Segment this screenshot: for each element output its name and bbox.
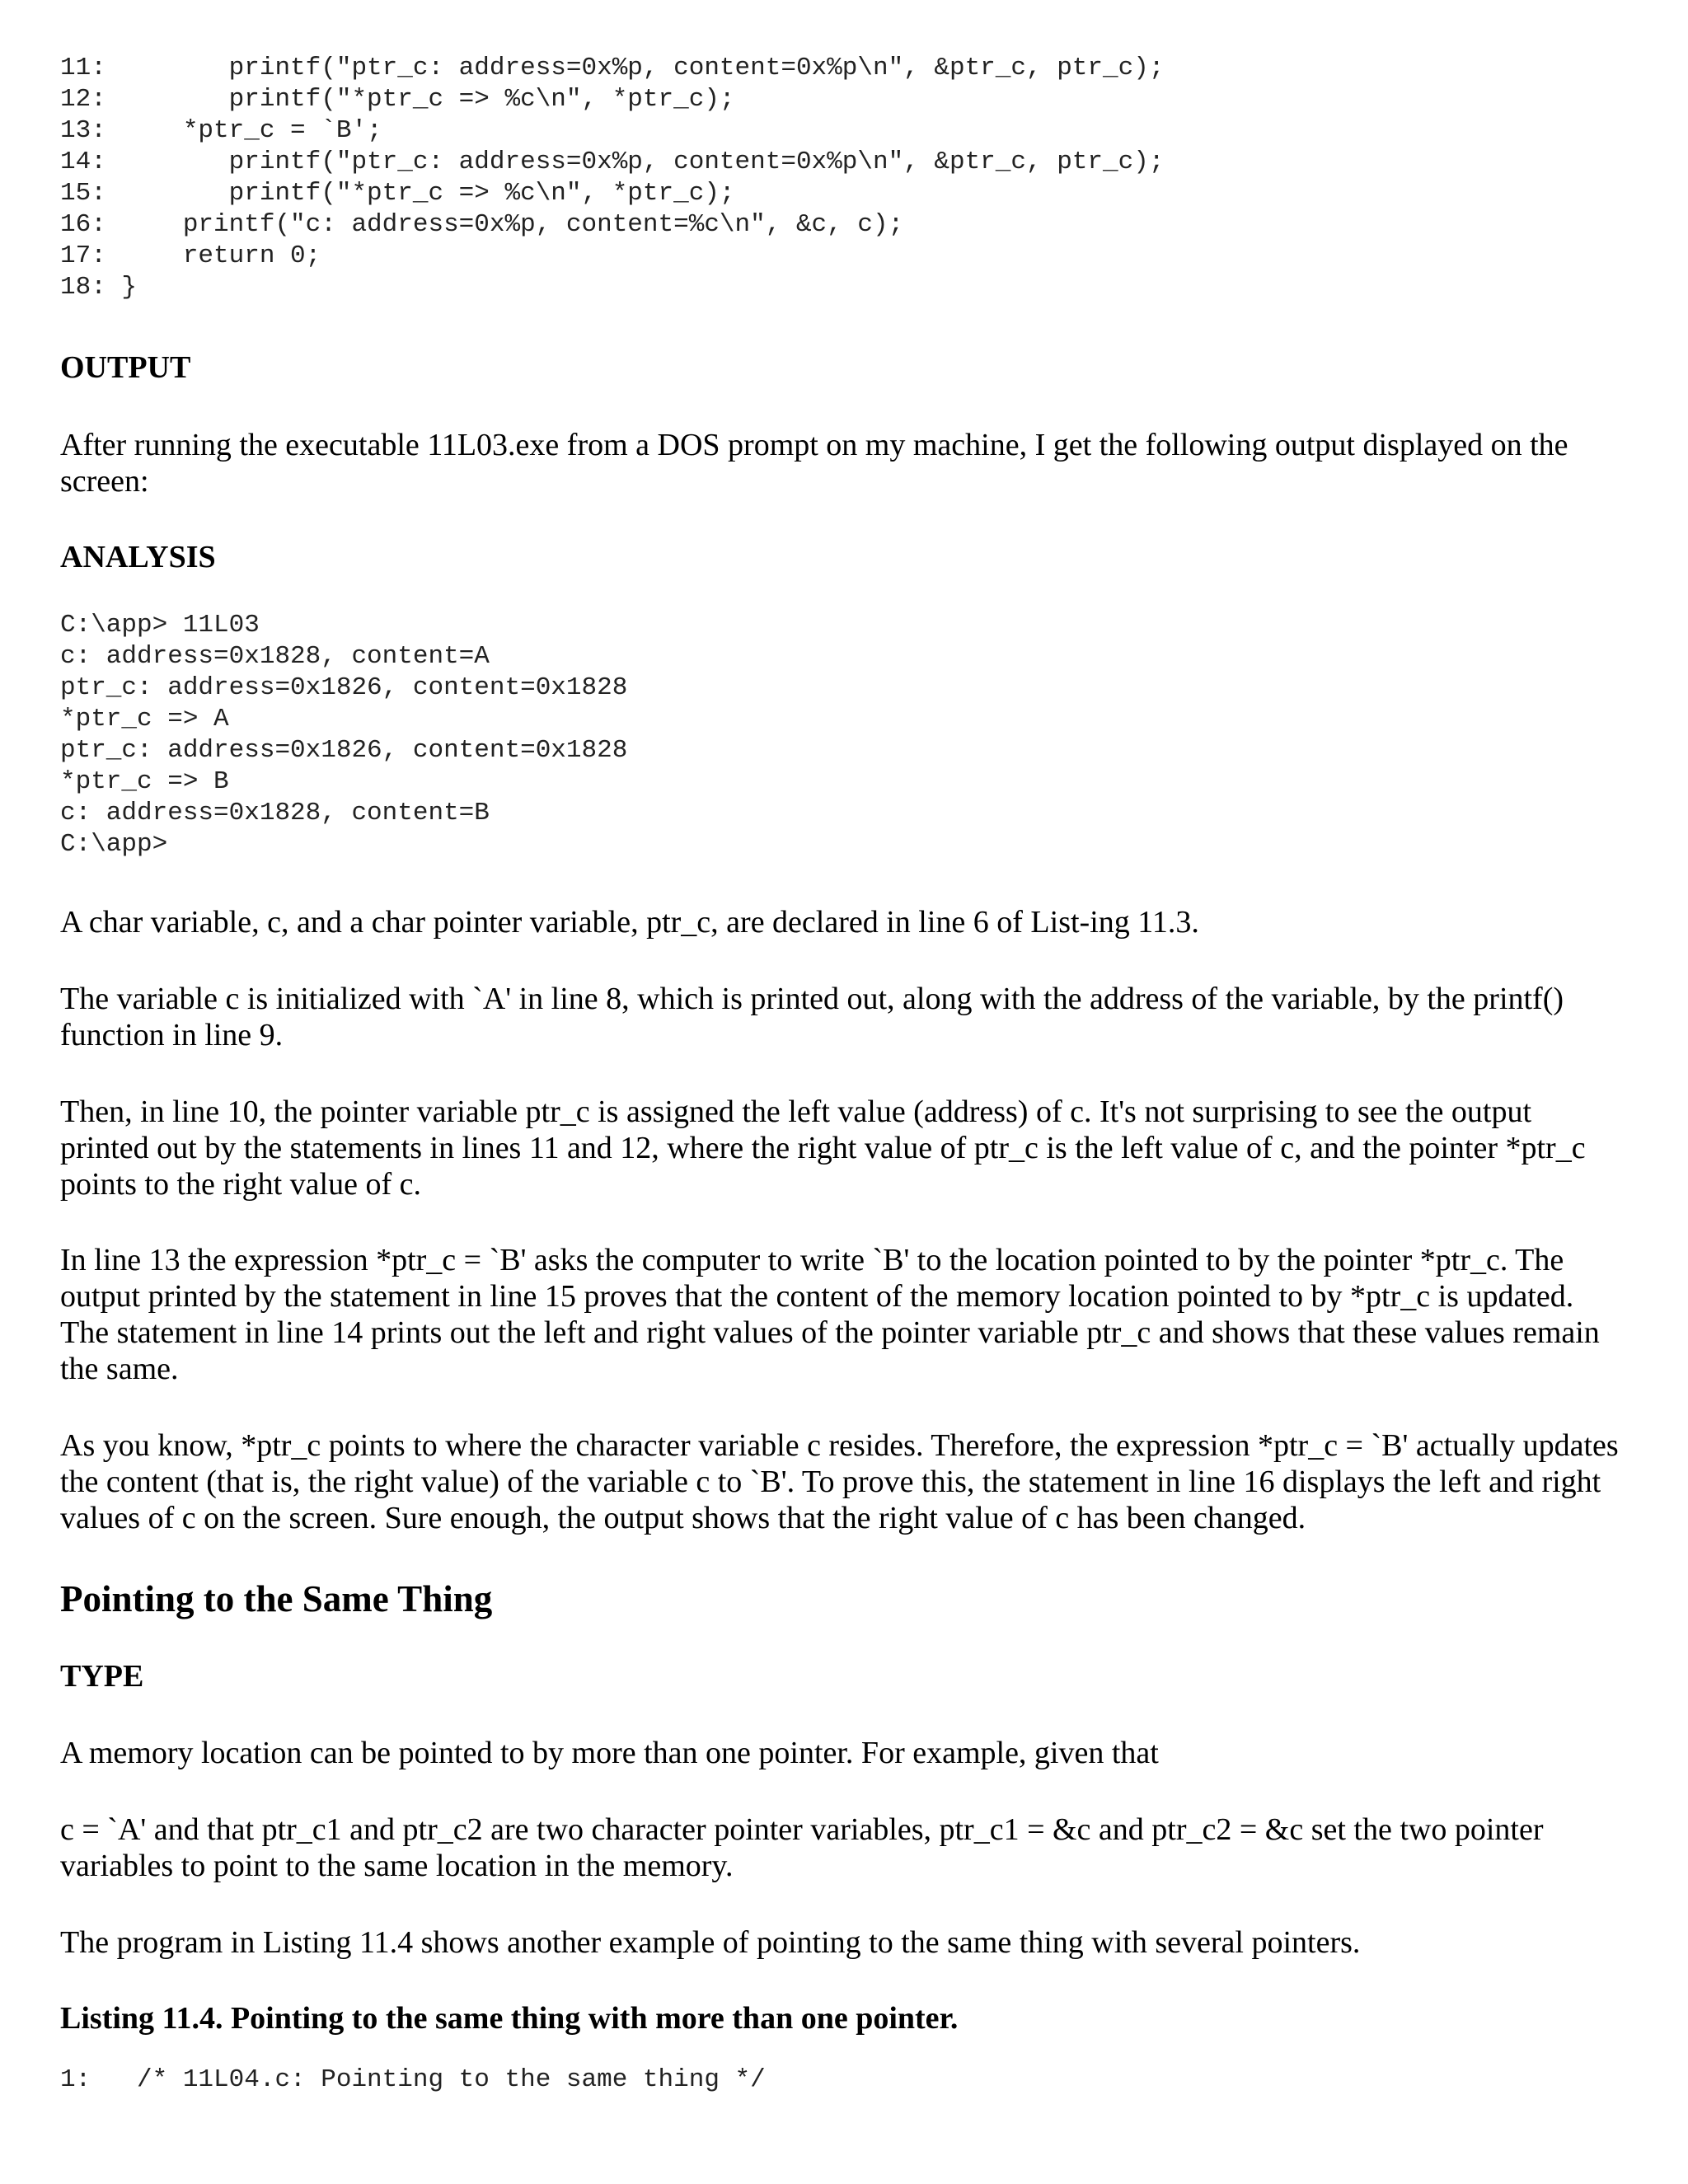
code-line: 17: return 0;: [60, 241, 321, 270]
code-line: 15: printf("*ptr_c => %c\n", *ptr_c);: [60, 179, 735, 208]
output-intro-paragraph: After running the executable 11L03.exe from a DOS prompt on my machine, I get the following output displayed on the screen:: [60, 428, 1568, 499]
section-title: Pointing to the Same Thing: [60, 1578, 493, 1619]
analysis-paragraph-1: A char variable, c, and a char pointer variable, ptr_c, are declared in line 6 of List-ing 11.3.: [60, 905, 1199, 940]
output-line: c: address=0x1828, content=A: [60, 642, 490, 671]
code-line: 12: printf("*ptr_c => %c\n", *ptr_c);: [60, 85, 735, 114]
section-paragraph-3: The program in Listing 11.4 shows another example of pointing to the same thing with several pointers.: [60, 1925, 1361, 1960]
code-line: 1: /* 11L04.c: Pointing to the same thing */: [60, 2065, 766, 2094]
code-listing-11-4-start: [60, 2064, 766, 2096]
analysis-paragraph-4: In line 13 the expression *ptr_c = `B' asks the computer to write `B' to the location pointed to by the pointer *ptr_c. The output printed by the statement in line 15 proves that the content of the memory location pointed to by *ptr_c is updated. The statement in line 14 prints out the left and right values of the pointer variable ptr_c and shows that these values remain the same.: [60, 1243, 1600, 1386]
program-output-block: [60, 610, 627, 860]
output-line: C:\app> 11L03: [60, 611, 260, 640]
code-listing-11-3-tail: [60, 53, 1164, 303]
output-line: *ptr_c => A: [60, 705, 229, 733]
analysis-paragraph-2: The variable c is initialized with `A' in line 8, which is printed out, along with the address of the variable, by the printf() function in line 9.: [60, 982, 1564, 1052]
output-line: c: address=0x1828, content=B: [60, 799, 490, 827]
code-line: 16: printf("c: address=0x%p, content=%c\n", &c, c);: [60, 210, 904, 239]
output-line: C:\app>: [60, 830, 168, 859]
output-heading: OUTPUT: [60, 350, 191, 385]
analysis-paragraph-3: Then, in line 10, the pointer variable ptr_c is assigned the left value (address) of c. It's not surprising to see the output printed out by the statements in lines 11 and 12, where the right value of ptr_c is the left value of c, and the pointer *ptr_c points to the right value of c.: [60, 1094, 1586, 1202]
section-paragraph-2: c = `A' and that ptr_c1 and ptr_c2 are two character pointer variables, ptr_c1 = &c and ptr_c2 = &c set the two pointer variables to point to the same location in the memory.: [60, 1812, 1544, 1883]
output-line: ptr_c: address=0x1826, content=0x1828: [60, 673, 628, 702]
analysis-heading: ANALYSIS: [60, 540, 216, 574]
code-line: 14: printf("ptr_c: address=0x%p, content=0x%p\n", &ptr_c, ptr_c);: [60, 148, 1165, 176]
output-line: ptr_c: address=0x1826, content=0x1828: [60, 736, 628, 765]
type-heading: TYPE: [60, 1659, 144, 1694]
section-paragraph-1: A memory location can be pointed to by more than one pointer. For example, given that: [60, 1736, 1159, 1770]
code-line: 13: *ptr_c = `B';: [60, 116, 382, 145]
analysis-paragraph-5: As you know, *ptr_c points to where the character variable c resides. Therefore, the expression *ptr_c = `B' actually updates the content (that is, the right value) of the variable c to `B'. To prove this, the statement in line 16 displays the left and right values of c on the screen. Sure enough, the output shows that the right value of c has been changed.: [60, 1428, 1619, 1535]
code-line: 18: }: [60, 273, 138, 302]
output-line: *ptr_c => B: [60, 767, 229, 796]
listing-caption: Listing 11.4. Pointing to the same thing with more than one pointer.: [60, 2001, 959, 2036]
code-line: 11: printf("ptr_c: address=0x%p, content=0x%p\n", &ptr_c, ptr_c);: [60, 54, 1165, 82]
